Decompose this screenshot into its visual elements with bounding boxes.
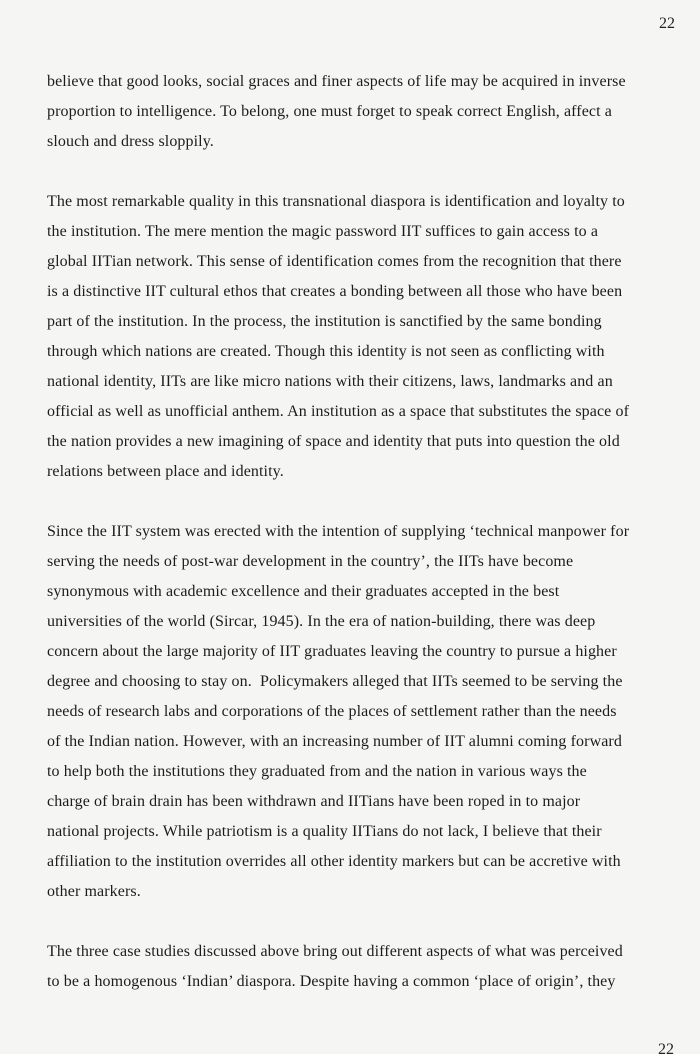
document-body xyxy=(47,67,670,997)
text-line: universities of the world (Sircar, 1945). In the era of nation-building, there was deep xyxy=(47,613,596,630)
text-line: relations between place and identity. xyxy=(47,463,284,480)
text-line: charge of brain drain has been withdrawn and IITians have been roped in to major xyxy=(47,793,581,810)
text-line: needs of research labs and corporations of the places of settlement rather than the needs xyxy=(47,703,617,720)
paragraph-3 xyxy=(47,517,670,907)
text-line: is a distinctive IIT cultural ethos that creates a bonding between all those who have been xyxy=(47,283,623,300)
text-line: other markers. xyxy=(47,883,141,900)
text-line: The most remarkable quality in this transnational diaspora is identification and loyalty to xyxy=(47,193,625,210)
text-line: slouch and dress sloppily. xyxy=(47,133,214,150)
text-line: the nation provides a new imagining of space and identity that puts into question the old xyxy=(47,433,620,450)
text-line: to be a homogenous ‘Indian’ diaspora. Despite having a common ‘place of origin’, they xyxy=(47,973,616,990)
text-line: degree and choosing to stay on. Policymakers alleged that IITs seemed to be serving the xyxy=(47,673,623,690)
text-line: official as well as unofficial anthem. An institution as a space that substitutes the space of xyxy=(47,403,630,420)
text-line: concern about the large majority of IIT graduates leaving the country to pursue a higher xyxy=(47,643,617,660)
text-line: Since the IIT system was erected with the intention of supplying ‘technical manpower for xyxy=(47,523,630,540)
text-line: affiliation to the institution overrides all other identity markers but can be accretive with xyxy=(47,853,621,870)
text-line: national identity, IITs are like micro nations with their citizens, laws, landmarks and an xyxy=(47,373,613,390)
paragraph-4 xyxy=(47,937,670,997)
text-line: global IITian network. This sense of identification comes from the recognition that there xyxy=(47,253,622,270)
text-line: part of the institution. In the process, the institution is sanctified by the same bonding xyxy=(47,313,602,330)
page-number: 22 xyxy=(659,15,675,32)
text-line: The three case studies discussed above bring out different aspects of what was perceived xyxy=(47,943,623,960)
text-line: proportion to intelligence. To belong, one must forget to speak correct English, affect a xyxy=(47,103,612,120)
next-page-number-partial: 22 xyxy=(658,1041,674,1054)
text-line: the institution. The mere mention the magic password IIT suffices to gain access to a xyxy=(47,223,599,240)
text-line: national projects. While patriotism is a quality IITians do not lack, I believe that their xyxy=(47,823,602,840)
text-line: believe that good looks, social graces and finer aspects of life may be acquired in inverse xyxy=(47,73,626,90)
text-line: synonymous with academic excellence and their graduates accepted in the best xyxy=(47,583,560,600)
text-line: through which nations are created. Though this identity is not seen as conflicting with xyxy=(47,343,605,360)
paragraph-1 xyxy=(47,67,670,157)
text-line: of the Indian nation. However, with an increasing number of IIT alumni coming forward xyxy=(47,733,622,750)
paragraph-2 xyxy=(47,187,670,487)
text-line: serving the needs of post-war development in the country’, the IITs have become xyxy=(47,553,574,570)
text-line: to help both the institutions they graduated from and the nation in various ways the xyxy=(47,763,587,780)
